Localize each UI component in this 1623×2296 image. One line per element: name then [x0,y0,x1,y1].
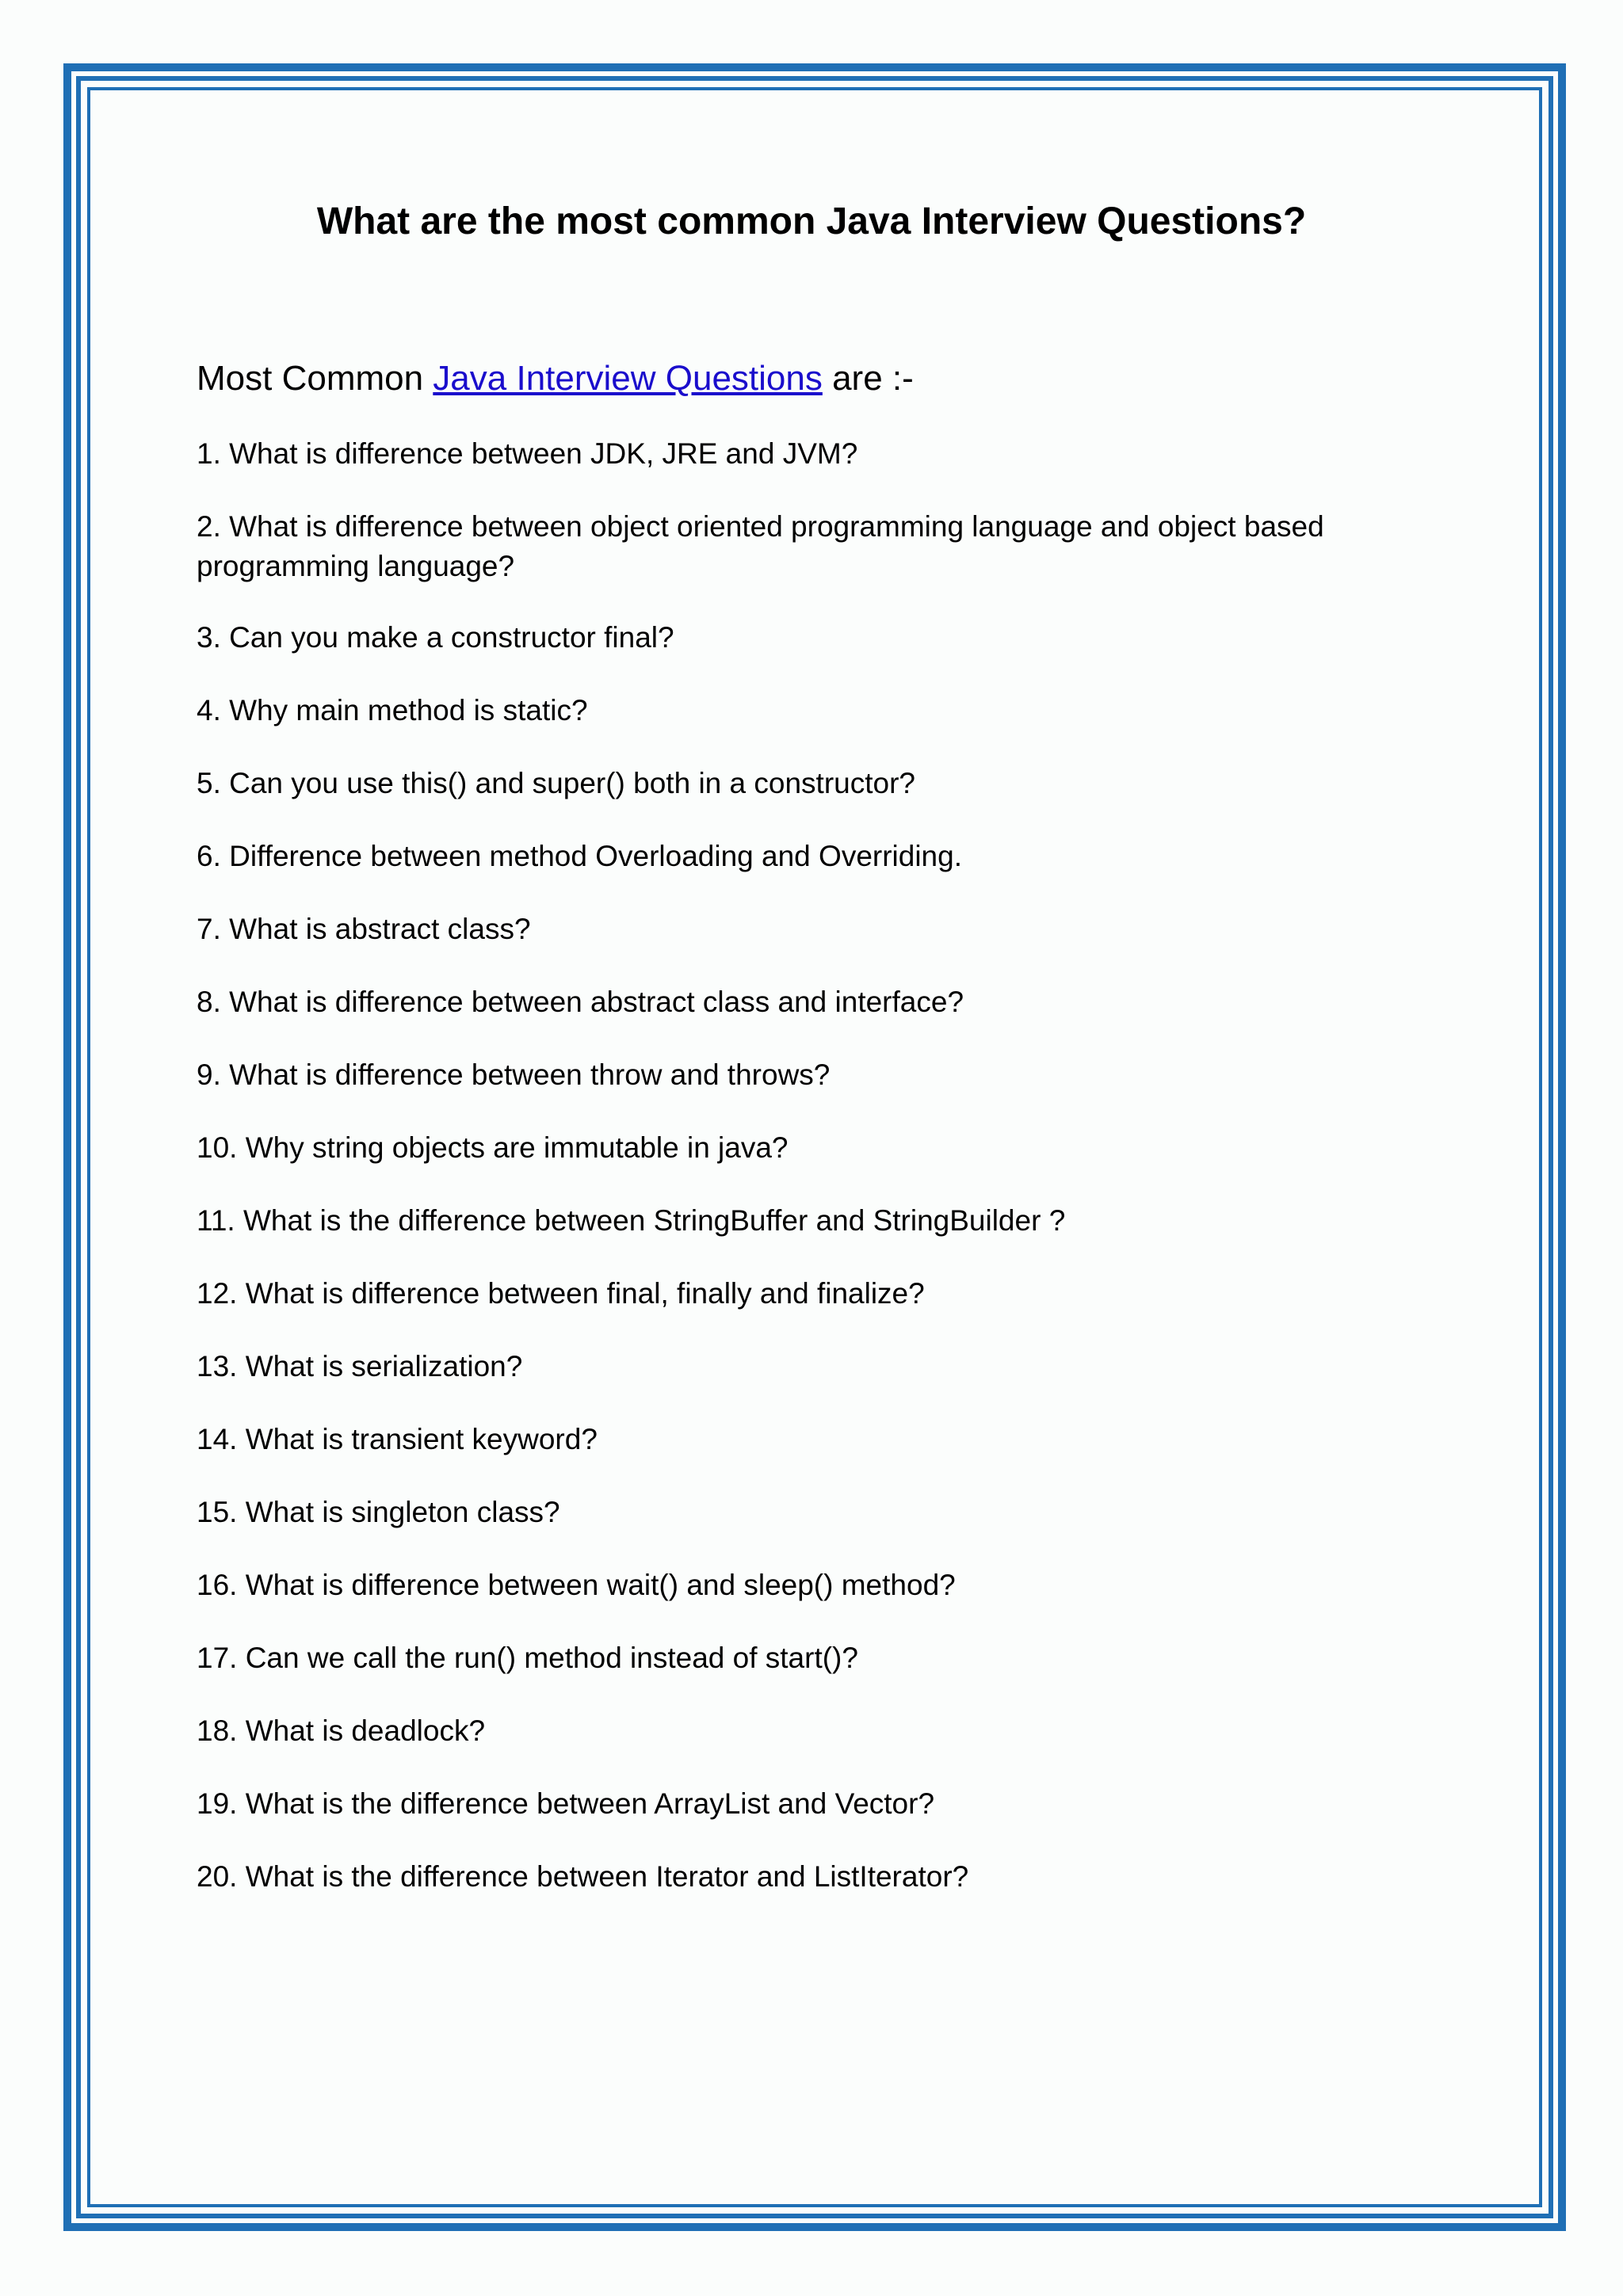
intro-suffix: are :- [822,359,914,398]
question-item: 12. What is difference between final, finally and finalize? [197,1277,925,1310]
question-list [197,434,1433,1930]
question-item: 4. Why main method is static? [197,694,588,727]
question-item: 1. What is difference between JDK, JRE and JVM? [197,437,858,470]
question-item: 10. Why string objects are immutable in java? [197,1131,789,1164]
question-item: 15. What is singleton class? [197,1496,560,1528]
question-item: 17. Can we call the run() method instead of start()? [197,1642,858,1674]
question-item: 9. What is difference between throw and throws? [197,1058,831,1091]
question-item: 16. What is difference between wait() and sleep() method? [197,1569,956,1601]
java-interview-questions-link[interactable]: Java Interview Questions [433,359,823,398]
question-item: 2. What is difference between object oriented programming language and object based programming language? [197,510,1324,582]
question-item: 20. What is the difference between Iterator and ListIterator? [197,1860,969,1893]
question-item: 11. What is the difference between StringBuffer and StringBuilder ? [197,1204,1066,1237]
question-item: 14. What is transient keyword? [197,1423,598,1455]
intro-prefix: Most Common [197,359,433,398]
question-item: 7. What is abstract class? [197,913,531,945]
page-title: What are the most common Java Interview Questions? [316,200,1307,242]
question-item: 8. What is difference between abstract class and interface? [197,986,964,1018]
intro-line [197,355,914,402]
question-item: 6. Difference between method Overloading and Overriding. [197,840,962,872]
question-item: 3. Can you make a constructor final? [197,621,674,654]
question-item: 5. Can you use this() and super() both in a constructor? [197,767,915,799]
question-item: 18. What is deadlock? [197,1714,486,1747]
question-item: 13. What is serialization? [197,1350,523,1383]
question-item: 19. What is the difference between ArrayList and Vector? [197,1787,935,1820]
